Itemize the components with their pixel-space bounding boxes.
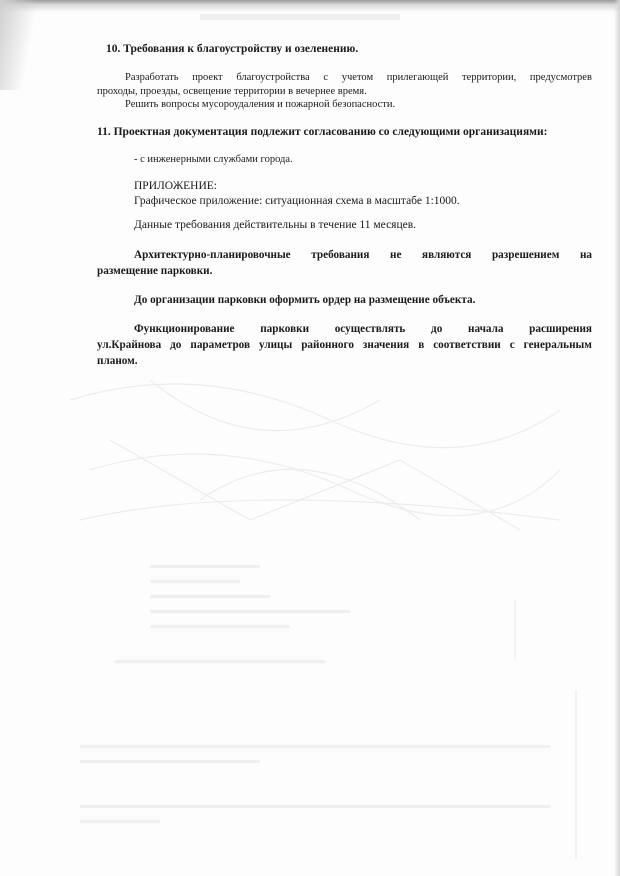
scan-corner-shadow bbox=[0, 0, 40, 90]
note-1-line-2: размещение парковки. bbox=[97, 265, 213, 277]
section-10-paragraph-line-1: Разработать проект благоустройства с учетом прилегающей территории, предусмотрев bbox=[125, 72, 592, 83]
section-10-heading: 10. Требования к благоустройству и озеленению. bbox=[106, 43, 359, 55]
note-2: До организации парковки оформить ордер на размещение объекта. bbox=[134, 294, 476, 306]
validity-note: Данные требования действительны в течение 11 месяцев. bbox=[134, 219, 417, 231]
appendix-label: ПРИЛОЖЕНИЕ: bbox=[134, 180, 217, 192]
note-3-line-2: ул.Крайнова до параметров улицы районного значения в соответствии с генеральным bbox=[97, 339, 592, 351]
scan-right-edge bbox=[614, 0, 620, 876]
section-10-paragraph-line-2: проходы, проезды, освещение территории в вечернее время. bbox=[97, 86, 367, 97]
section-11-list-item: - с инженерными службами города. bbox=[134, 154, 293, 165]
section-11-heading: 11. Проектная документация подлежит согласованию со следующими организациями: bbox=[97, 126, 548, 138]
note-3-line-3: планом. bbox=[97, 355, 138, 367]
note-1-line-1: Архитектурно-планировочные требования не являются разрешением на bbox=[134, 249, 592, 261]
appendix-graphic: Графическое приложение: ситуационная схема в масштабе 1:1000. bbox=[134, 195, 460, 207]
scan-top-edge bbox=[0, 0, 620, 12]
note-3-line-1: Функционирование парковки осуществлять до начала расширения bbox=[134, 323, 592, 335]
section-10-paragraph-line-3: Решить вопросы мусороудаления и пожарной безопасности. bbox=[125, 99, 396, 110]
